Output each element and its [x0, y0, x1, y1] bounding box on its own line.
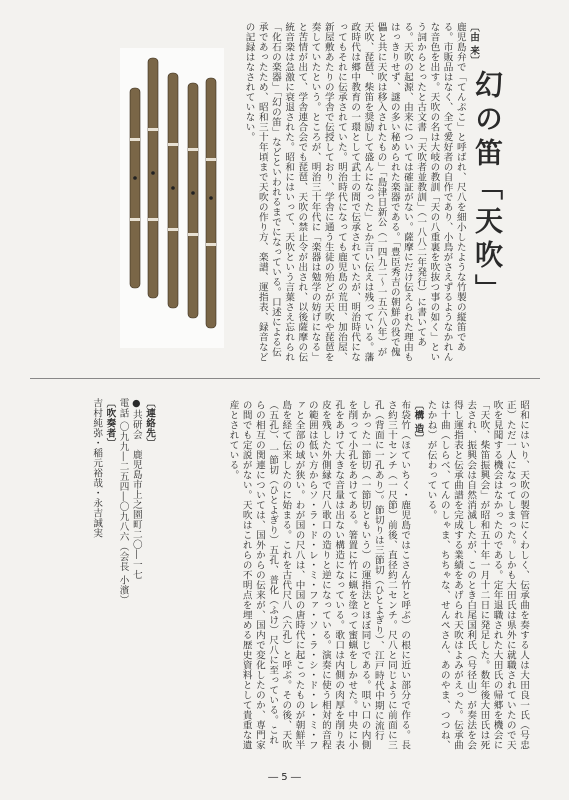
structure-body: 布袋竹（ほていちく・鹿児島ではこさん竹と呼ぶ）の根に近い部分で作る。長さ約三十センチ（一尺節）前後、直径約二センチ。尺八と同じように前面に三孔（背面に一孔あり）。節切りは三節切（ひとよぎり）、江戸時代中期に流行しかった一節切（一節切ともいう）の運指法とほぼ同じである。唄い口の内側を削って小孔をあけてある。箸置に竹に蝋を塗って蜜蝋をしかせた。中央に小孔をあけて大きな音量は出ない構造になっている。歌口は内側の肉厚を削り表皮を残した外側縁で尺八歌口の造りと逆になっている。演奏に使う相対的音程の範囲は低い方からソ・ラ・ド・レ・ミ・ファ・ソ・ラ・シ・ド・レ・ミ・ファと全部の域が狭い。わが国の尺八は、中国の唐時代に起こったものが朝鮮半島を経て伝来したのに始まる。これを古代尺八（六孔）と呼ぶ。その後、天吹（五孔）、一節切（ひとよぎり）五孔、普化（ふけ）尺八に至っている。これらの相互の関連については、国外からの伝来が、国内で変化したのか、専門家の間でも定説がない。天吹はこれらの不明点を埋める歴史資料として貴重な遺産とされている。 — [227, 400, 411, 750]
structure-heading: 〔構 造〕 — [412, 400, 424, 444]
origin-heading: 〔由 来〕 — [468, 22, 479, 66]
section-divider — [30, 378, 540, 379]
page-number: ― 5 ― — [268, 772, 301, 783]
structure-section — [160, 400, 530, 750]
origin-section — [243, 22, 480, 367]
contact-tel: 電話 〇九九―二五四―〇九八六（会長 小濱） — [117, 398, 129, 605]
revival-body: 昭和にはいり、天吹の製管にくわしく、伝承曲を奏する人は大田良一氏（号忠正）ただ一人になってしまった。しかも大田氏は県外に就職されていたので天吹を見聞する機会はなかったのである。定年退職された大田氏の帰郷を機会に「天吹、柴笛振興会」が昭和五十年一月十二日に発足した。数年後大田氏は死去され、振興会は自然消滅したが、このとき白尾国利氏（号径山）が奏法を会得し運指表と伝承曲譜を完成する業績をあげられ天吹はよみがえった。伝承曲は十曲（しらべ、てんのしゃま、ちちゃな、せんぺさん、あのやま、つつね、たかね）が伝わっている。 — [425, 400, 529, 750]
origin-body: 鹿児島弁で「てんぷこ」と呼ばれ、尺八を細小したような竹製の縦笛である。市販品はなく、全て愛好者の自作であり、小鳥がさえずるようなかれんな音色を出す。天吹の名は大岐の教訓「天の八重裏を吹抜つ事の如く」という詞からとったと古文書「天吹者並教訓」（一八八二年発行）に書いてある。天吹の起源、由来については確証がない。薩摩にだけ伝えられた理由もはっきりせず、謎の多い秘められた楽器である。「豊臣秀吉の朝鮮の役で傀儡と共に天吹は移入されたもの」「島津日新公（一四九二〜一五六八年）が天吹、琵琶、柴笛を奨励して盛んになった」とか言い伝えは残っている。藩政時代は郷中教育の一環として武士の間で伝承されていたが、明治時代になってもそれに伝承されていた。明治時代になっても鹿児島の荒田、加治屋、新屋敷あたりの学舎で伝授しており、学舎に通う生徒の殆どが天吹や琵琶を奏していたという。ところが、明治三十年代に「楽器は勉学の妨げになる」と苦情が出て、学舎連合会でも琵琶、天吹の禁止令が出され、以後薩摩の伝統音楽は急激に衰退された。昭和にはいって、天吹という言葉さえ忘れられ「化石の楽器」「幻の笛」などといわれるまでになっている。口述による伝承であったため、昭和三十年頃まで天吹の作り方、楽譜、運指表、録音などの記録はなされていない。 — [243, 22, 466, 362]
flutes-photo — [120, 48, 224, 348]
contact-heading: 〔連絡先〕 — [144, 398, 155, 448]
performers-heading: 〔吹奏者〕 — [104, 398, 116, 448]
contact-org: ●共研会 鹿児島市上之園町二〇―一七 — [130, 398, 142, 580]
title-text: 幻の笛「天吹」 — [471, 70, 504, 308]
performers-names: 吉村純弥・稲元裕哉・永吉誠実 — [91, 398, 103, 538]
contact-section — [60, 398, 156, 748]
